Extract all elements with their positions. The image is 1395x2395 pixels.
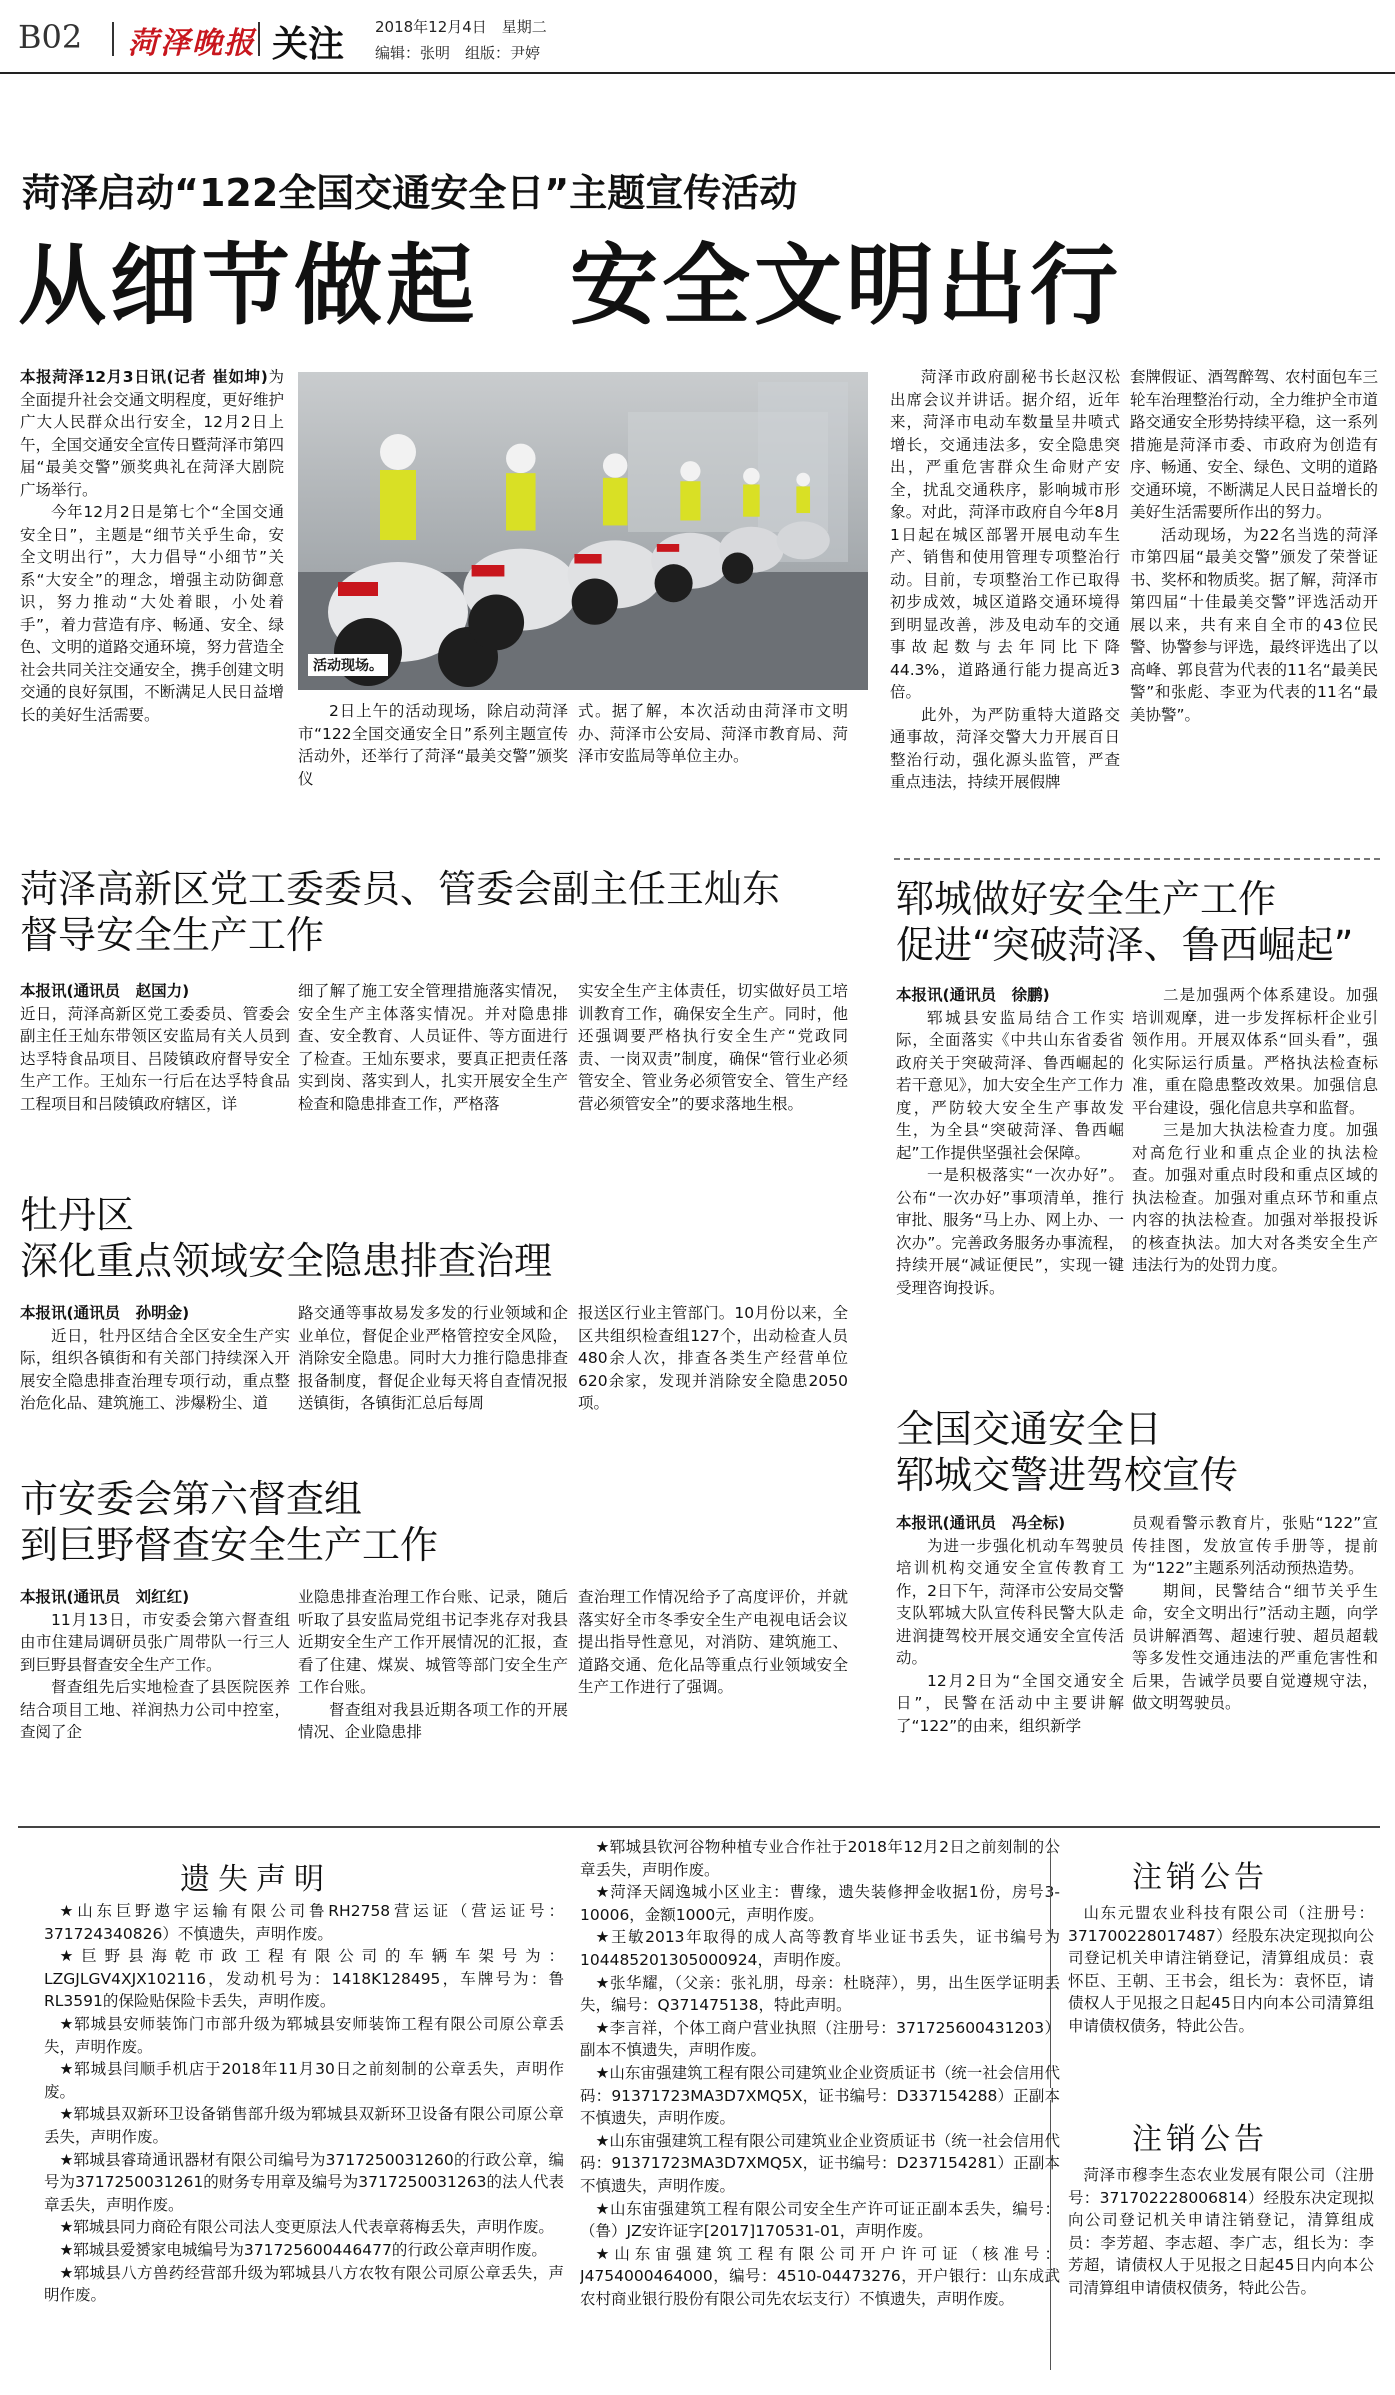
paragraph: 套牌假证、酒驾醉驾、农村面包车三轮车治理整治行动，全力维护全市道路交通安全形势持续平稳，这一系列措施是菏泽市委、市政府为创造有序、畅通、安全、绿色、文明的道路交通环境，不断满足人民日益增长的美好生活需要所作出的努力。 (1130, 368, 1378, 521)
paragraph: 式。据了解，本次活动由菏泽市文明办、菏泽市公安局、菏泽市教育局、菏泽市安监局等单位主办。 (578, 702, 848, 765)
article-column (578, 980, 848, 1140)
paragraph: 员观看警示教育片，张贴“122”宣传挂图，发放宣传手册等，提前为“122”主题系列活动预热造势。 (1132, 1514, 1378, 1577)
notice-item: ★郓城县闫顺手机店于2018年11月30日之前刻制的公章丢失，声明作废。 (44, 2060, 564, 2101)
notice-item: ★郓城县睿琦通讯器材有限公司编号为3717250031260的行政公章，编号为3717250031261的财务专用章及编号为3717250031263的法人代表章丢失，声明作废。 (44, 2150, 564, 2214)
notice-item: ★山东宙强建筑工程有限公司安全生产许可证正副本丢失，编号：（鲁）JZ安许证字[2017]170531-01，声明作废。 (580, 2199, 1060, 2241)
article-column (298, 980, 568, 1140)
paragraph: 查治理工作情况给予了高度评价，并就落实好全市冬季安全生产电视电话会议提出指导性意见，对消防、建筑施工、道路交通、危化品等重点行业领域安全生产工作进行了强调。 (578, 1588, 848, 1696)
article-headline: 郓城做好安全生产工作 促进“突破菏泽、鲁西崛起” (896, 877, 1354, 967)
divider (258, 22, 260, 56)
article-column (1132, 1512, 1378, 1818)
lead-photo (298, 372, 868, 690)
paragraph: 近日，牡丹区结合全区安全生产实际，组织各镇街和有关部门持续深入开展安全隐患排查治理专项行动，重点整治危化品、建筑施工、涉爆粉尘、道 (20, 1326, 290, 1412)
page-number: B02 (18, 18, 83, 56)
divider (18, 1826, 1380, 1828)
notice-item: ★郓城县钦河谷物种植专业合作社于2018年12月2日之前刻制的公章丢失，声明作废。 (580, 1838, 1060, 1879)
lead-headline: 从细节做起 安全文明出行 (18, 234, 1123, 337)
lost-notice-list-1 (44, 1900, 564, 2360)
paragraph: 为进一步强化机动车驾驶员培训机构交通安全宣传教育工作，2日下午，菏泽市公安局交警支队郓城大队宣传科民警大队走进润捷驾校开展交通安全宣传活动。 (896, 1536, 1124, 1667)
notice-item: ★郓城县八方兽药经营部升级为郓城县八方农牧有限公司原公章丢失，声明作废。 (44, 2263, 564, 2305)
article-headline: 牡丹区 深化重点领域安全隐患排查治理 (20, 1193, 553, 1283)
notice-item: ★山东宙强建筑工程有限公司建筑业企业资质证书（统一社会信用代码：91371723MA3D7XMQ5X，证书编号：D337154288）正副本不慎遗失，声明作废。 (580, 2063, 1060, 2128)
notice-item: ★菏泽天阔逸城小区业主：曹缘，遗失装修押金收据1份，房号3-10006，金额1000元，声明作废。 (580, 1883, 1060, 1924)
paragraph: 督查组对我县近期各项工作的开展情况、企业隐患排 (298, 1700, 568, 1741)
paragraph: 报送区行业主管部门。10月份以来，全区共组织检查组127个，出动检查人员480余人次，排查各类生产经营单位620余家，发现并消除安全隐患2050项。 (578, 1304, 848, 1412)
byline: 本报菏泽12月3日讯(记者 崔如坤) (20, 368, 268, 386)
paragraph: 督查组先后实地检查了县医院医养结合项目工地、祥润热力公司中控室，查阅了企 (20, 1678, 290, 1741)
notice-item: ★郓城县爱赟家电城编号为3717256004464​77的行政公章声明作废。 (59, 2240, 547, 2259)
article-column (578, 1302, 848, 1472)
cancel-notice-title: 注销公告 (1132, 1860, 1268, 1895)
lead-column-3 (890, 366, 1120, 836)
paragraph: 业隐患排查治理工作台账、记录，随后听取了县安监局党组书记李兆存对我县近期安全生产工作开展情况的汇报，查看了住建、煤炭、城管等部门安全生产工作台账。 (298, 1588, 568, 1696)
article-column (20, 980, 290, 1140)
paragraph: 期间，民警结合“细节关乎生命，安全文明出行”活动主题，向学员讲解酒驾、超速行驶、超员超载等多发性交通违法的严重危害性和后果，告诫学员要自觉遵规守法，做文明驾驶员。 (1132, 1581, 1378, 1712)
article-column (896, 984, 1124, 1396)
paragraph: 三是加大执法检查力度。加强对高危行业和重点企业的执法检查。加强对重点时段和重点区域的执法检查。加强对重点环节和重点内容的执法检查。加强对举报投诉的核查执法。加大对各类安全生产违法行为的处罚力度。 (1132, 1121, 1378, 1274)
paragraph: 菏泽市政府副秘书长赵汉松出席会议并讲话。据介绍，近年来，菏泽市电动车数量呈井喷式增长，交通违法多，安全隐患突出，严重危害群众生命财产安全，扰乱交通秩序，影响城市形象。对此，菏泽市政府自今年8月1日起在城区部署开展电动车生产、销售和使用管理专项整治行动。目前，专项整治工作已取得初步成效，城区道路交通环境得到明显改善，涉及电动车的交通事故起数与去年同比下降44.3%，道路通行能力提高近3倍。 (890, 368, 1120, 701)
issue-date: 2018年12月4日 星期二 (375, 18, 547, 36)
notice-item: ★郓城县同力商砼有限公司法人变更原法人代表章蒋梅丢失，声明作废。 (59, 2218, 554, 2237)
notice-item: ★张华耀，（父亲：张礼朋，母亲：杜晓萍），男，出生医学证明丢失，编号：Q371475138，特此声明。 (580, 1973, 1060, 2015)
lead-column-2 (298, 700, 568, 820)
byline: 本报讯(通讯员 刘红红) (20, 1588, 190, 1606)
notice-item: ★李言祥，个体工商户营业执照（注册号：371725600431203）副本不慎遗失，声明作废。 (580, 2018, 1060, 2060)
notice-item: ★郓城县双新环卫设备销售部升级为郓城县双新环卫设备有限公司原公章丢失，声明作废。 (44, 2105, 564, 2146)
cancel-notice-text: 菏泽市穆李生态农业发展有限公司（注册号：371702228006814）经股东决定现拟向公司登记机关申请注销登记，清算组成员：李芳超、李志超、李广志，组长为：李芳超，请债权人于见报之日起45日内向本公司清算组申请债权债务，特此公告。 (1068, 2166, 1374, 2297)
lead-column-1 (20, 366, 284, 826)
article-column (298, 1302, 568, 1472)
police-motorcycles-image (298, 372, 868, 690)
paragraph: 一是积极落实“一次办好”。公布“一次办好”事项清单，推行审批、服务“马上办、网上办、一次办”。完善政务服务办事流程，持续开展“减证便民”，实现一键受理咨询投诉。 (896, 1166, 1124, 1297)
editor-credits: 编辑：张明 组版：尹婷 (375, 44, 541, 62)
cancel-notice-title: 注销公告 (1132, 2122, 1268, 2157)
paragraph: 11月13日，市安委会第六督查组由市住建局调研员张广周带队一行三人到巨野县督查安全生产工作。 (20, 1610, 290, 1674)
byline: 本报讯(通讯员 赵国力) (20, 982, 190, 1000)
paragraph: 细了解了施工安全管理措施落实情况，安全生产主体落实情况。并对隐患排查、安全教育、人员证件、等方面进行了检查。王灿东要求，要真正把责任落实到岗、落实到人，扎实开展安全生产检查和隐患排查工作，严格落 (298, 982, 568, 1113)
divider (894, 858, 1380, 860)
lead-column-2b (578, 700, 848, 820)
notice-item: ★郓城县安师装饰门市部升级为郓城县安师装饰工程有限公司原公章丢失，声明作废。 (44, 2014, 564, 2056)
lead-kicker: 菏泽启动“122全国交通安全日”主题宣传活动 (22, 171, 798, 215)
article-column (578, 1586, 848, 1814)
byline: 本报讯(通讯员 孙明金) (20, 1304, 190, 1322)
byline: 本报讯(通讯员 徐鹏) (896, 986, 1050, 1004)
byline: 本报讯(通讯员 冯全标) (896, 1514, 1066, 1532)
article-headline: 菏泽高新区党工委委员、管委会副主任王灿东 督导安全生产工作 (20, 867, 781, 957)
lost-notice-title: 遗失声明 (180, 1862, 332, 1897)
paragraph: 实安全生产主体责任，切实做好员工培训教育工作，确保安全生产。同时，他还强调要严格执行安全生产“党政同责、一岗双责”制度，确保“管行业必须管安全、管业务必须管安全、管生产经营必须管安全”的要求落地生根。 (578, 982, 848, 1113)
cancel-notice-text: 山东元盟农业科技有限公司（注册号：371700228017487）经股东决定现拟向公司登记机关申请注销登记，清算组成员：袁怀臣、王朝、王书会，组长为：袁怀臣，请债权人于见报之日起45日内向本公司清算组申请债权债务，特此公告。 (1068, 1904, 1374, 2035)
notice-item: ★山东巨野遨宇运输有限公司鲁RH2758营运证（营运证号：371724340826）不慎遗失，声明作废。 (44, 1902, 564, 1943)
paragraph: 此外，为严防重特大道路交通事故，菏泽交警大力开展百日整治行动，强化源头监管，严查重点违法，持续开展假牌 (890, 705, 1120, 791)
paragraph: 近日，菏泽高新区党工委委员、管委会副主任王灿东带领区安监局有关人员到达孚特食品项目、吕陵镇政府督导安全生产工作。王灿东一行后在达孚特食品工程项目和吕陵镇政府辖区，详 (20, 1004, 290, 1113)
photo-caption: 活动现场。 (308, 654, 388, 676)
lead-column-4 (1130, 366, 1378, 836)
paragraph: 为全面提升社会交通文明程度，更好维护广大人民群众出行安全，12月2日上午，全国交通安全宣传日暨菏泽市第四届“最美交警”颁奖典礼在菏泽大剧院广场举行。 (20, 368, 284, 499)
notice-item: ★王敏2013年取得的成人高等教育毕业证书丢失，证书编号为104485201305000924，声明作废。 (580, 1928, 1060, 1969)
newspaper-logo: 菏泽晚报 (128, 26, 256, 61)
paragraph: 二是加强两个体系建设。加强培训观摩，进一步发挥标杆企业引领作用。开展双体系“回头看”，强化实际运行质量。严格执法检查标准，重在隐患整改效果。加强信息平台建设，强化信息共享和监督。 (1132, 986, 1378, 1117)
notice-item: ★山东宙强建筑工程有限公司建筑业企业资质证书（统一社会信用代码：91371723MA3D7XMQ5X，证书编号：D237154281）正副本不慎遗失，声明作废。 (580, 2131, 1060, 2195)
paragraph: 今年12月2日是第七个“全国交通安全日”，主题是“细节关乎生命，安全文明出行”，大力倡导“小细节”关系“大安全”的理念，增强主动防御意识，努力推动“大处着眼，小处着手”，着力营造有序、畅通、安全、绿色、文明的道路交通环境，努力营造全社会共同关注交通安全，携手创建文明交通的良好氛围，不断满足人民日益增长的美好生活需要。 (20, 503, 284, 724)
divider (112, 22, 114, 56)
paragraph: 2日上午的活动现场，除启动菏泽市“122全国交通安全日”系列主题宣传活动外，还举行了菏泽“最美交警”颁奖仪 (298, 702, 568, 788)
paragraph: 路交通等事故易发多发的行业领域和企业单位，督促企业严格管控安全风险，消除安全隐患。同时大力推行隐患排查报备制度，督促企业每天将自查情况报送镇街，各镇街汇总后每周 (298, 1304, 568, 1412)
article-column (298, 1586, 568, 1814)
article-column (1132, 984, 1378, 1396)
paragraph: 活动现场，为22名当选的菏泽市第四届“最美交警”颁发了荣誉证书、奖杯和物质奖。据了解，菏泽市第四届“十佳最美交警”评选活动开展以来，共有来自全市的43位民警、协警参与评选，最终评选出了以高峰、郭良营为代表的11名“最美民警”和张彪、李亚为代表的11名“最美协警”。 (1130, 525, 1378, 724)
article-column (896, 1512, 1124, 1818)
paragraph: 12月2日为“全国交通安全日”，民警在活动中主要讲解了“122”的由来，组织新学 (896, 1671, 1124, 1735)
masthead (0, 0, 1395, 74)
notice-item: ★巨野县海乾市政工程有限公司的车辆车架号为：LZGJLGV4XJX102116，发动机号为：1418K128495，车牌号为：鲁RL3591的保险贴保险卡丢失，声明作废。 (44, 1947, 564, 2011)
article-column (20, 1302, 290, 1472)
article-column (20, 1586, 290, 1814)
section-name: 关注 (272, 24, 345, 65)
paragraph: 郓城县安监局结合工作实际，全面落实《中共山东省委省政府关于突破菏泽、鲁西崛起的若干意见》，加大安全生产工作力度，严防较大安全生产事故发生，为全县“突破菏泽、鲁西崛起”工作提供坚强社会保障。 (896, 1008, 1124, 1162)
article-headline: 市安委会第六督查组 到巨野督查安全生产工作 (20, 1477, 439, 1567)
article-headline: 全国交通安全日 郓城交警进驾校宣传 (896, 1407, 1239, 1497)
notice-item: ★山东宙强建筑工程有限公司开户许可证（核准号：J4754000464000，编号：4510-04473276，开户银行：山东成武农村商业银行股份有限公司先农坛支行）不慎遗失，声明作废。 (580, 2244, 1060, 2308)
lost-notice-list-2 (580, 1836, 1060, 2366)
